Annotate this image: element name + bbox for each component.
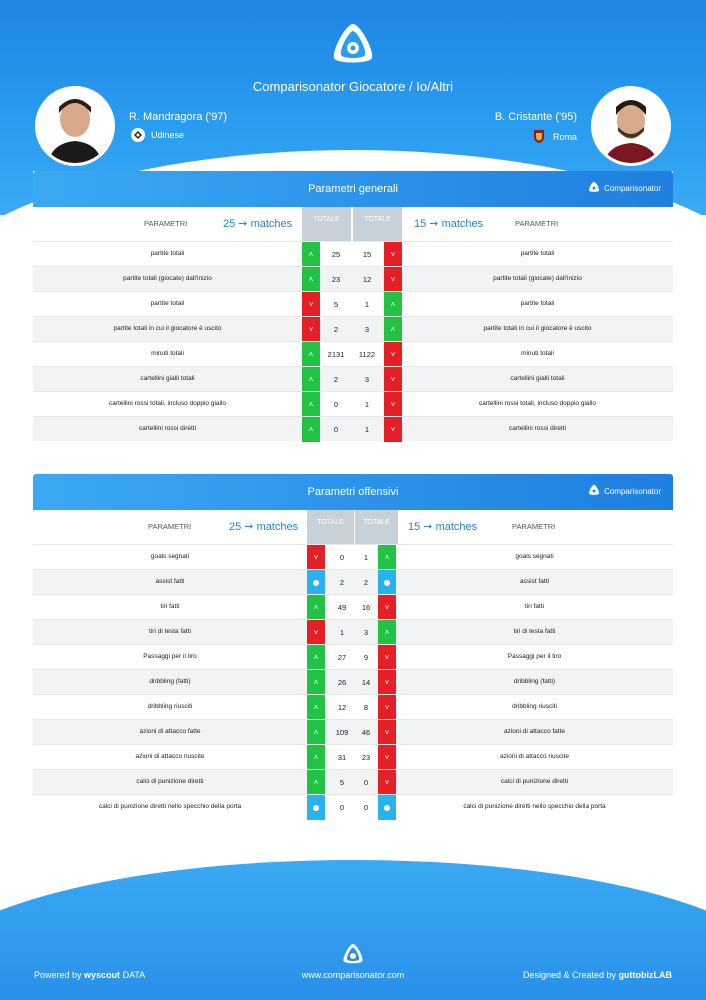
row-label-right: partite totali <box>520 250 555 257</box>
table-row <box>33 316 673 341</box>
chevron-up-icon: ˄ <box>313 703 319 712</box>
player-right-team <box>531 128 577 146</box>
row-label-right: Passaggi per il tiro <box>507 653 562 660</box>
row-label-left: calci di punizione diretti <box>136 778 204 785</box>
login-arrow-icon: ➙ <box>426 218 442 230</box>
chevron-down-icon: ˅ <box>390 350 396 359</box>
left-matches-count <box>223 217 292 230</box>
chevron-down-icon: ˅ <box>384 778 390 787</box>
comparisonator-mini-icon <box>588 181 600 195</box>
section-parametri-generali <box>33 171 673 441</box>
player-right-avatar <box>591 86 671 166</box>
left-value: 49 <box>337 603 347 612</box>
row-label-left: dribbling (fatti) <box>149 678 191 685</box>
chevron-down-icon: ˅ <box>384 678 390 687</box>
designed-prefix: Designed & Created by <box>522 970 616 980</box>
table-row <box>33 291 673 316</box>
left-indicator <box>302 267 320 292</box>
table-row <box>33 769 673 794</box>
row-label-left: goals segnati <box>150 553 190 560</box>
chevron-down-icon: ˅ <box>384 603 390 612</box>
right-value: 46 <box>361 728 371 737</box>
right-indicator <box>378 595 396 620</box>
table-row <box>33 669 673 694</box>
chevron-up-icon: ˄ <box>384 628 390 637</box>
row-label-right: calci di punizione diretti nello specchio della porta <box>463 803 606 810</box>
left-value: 1 <box>339 628 345 637</box>
row-label-right: partite totali (giocate) dall'inizio <box>493 275 582 282</box>
left-indicator <box>307 620 325 645</box>
table-row <box>33 719 673 744</box>
table-row <box>33 569 673 594</box>
row-label-right: tiri fatti <box>524 603 545 610</box>
table-row <box>33 594 673 619</box>
column-header-row <box>33 207 673 241</box>
right-value: 23 <box>361 753 371 762</box>
table-row <box>33 744 673 769</box>
row-label-left: calci di punizione diretti nello specchio della porta <box>98 803 242 810</box>
row-label-right: cartellini gialli totali <box>510 375 565 382</box>
left-value: 25 <box>331 250 341 259</box>
right-value: 2 <box>363 578 369 587</box>
equal-icon <box>313 805 319 811</box>
chevron-down-icon: ˅ <box>384 653 390 662</box>
chevron-up-icon: ˄ <box>308 350 314 359</box>
row-label-right: cartellini rossi diretti <box>508 425 567 432</box>
left-indicator <box>307 695 325 720</box>
chevron-up-icon: ˄ <box>384 553 390 562</box>
row-label-right: tiri di testa fatti <box>513 628 556 635</box>
right-indicator <box>378 695 396 720</box>
chevron-up-icon: ˄ <box>313 603 319 612</box>
chevron-up-icon: ˄ <box>308 250 314 259</box>
right-value: 1 <box>363 553 369 562</box>
left-indicator <box>307 720 325 745</box>
section-title: Parametri offensivi <box>307 486 399 498</box>
right-indicator <box>378 770 396 795</box>
right-indicator <box>378 645 396 670</box>
chevron-down-icon: ˅ <box>390 425 396 434</box>
right-value: 1 <box>364 425 370 434</box>
right-value: 0 <box>363 778 369 787</box>
footer-designed-by <box>523 970 672 980</box>
row-label-left: azioni di attacco riuscite <box>135 753 205 760</box>
left-value: 2 <box>333 375 339 384</box>
left-indicator <box>307 645 325 670</box>
chevron-up-icon: ˄ <box>390 325 396 334</box>
row-label-left: tiri fatti <box>160 603 180 610</box>
right-indicator <box>384 392 402 417</box>
left-indicator <box>307 795 325 820</box>
wyscout-logo: wyscout <box>84 970 121 980</box>
totale-header-left <box>307 510 354 544</box>
totale-label: TOTALE <box>363 519 390 526</box>
totale-header-right <box>353 207 402 241</box>
left-indicator <box>302 317 320 342</box>
row-label-right: partite totali <box>520 300 555 307</box>
column-label-parametri-right: PARAMETRI <box>512 522 556 531</box>
left-value: 0 <box>339 803 345 812</box>
column-label-parametri-right: PARAMETRI <box>515 219 559 228</box>
row-label-right: azioni di attacco fatte <box>503 728 566 735</box>
chevron-down-icon: ˅ <box>313 628 319 637</box>
chevron-up-icon: ˄ <box>308 400 314 409</box>
right-indicator <box>378 545 396 570</box>
left-value: 5 <box>339 778 345 787</box>
chevron-down-icon: ˅ <box>384 728 390 737</box>
table-row <box>33 391 673 416</box>
right-indicator <box>378 720 396 745</box>
row-label-left: dribbling riusciti <box>147 703 193 710</box>
right-value: 3 <box>364 375 370 384</box>
right-indicator <box>378 745 396 770</box>
row-label-left: Passaggi per il tiro <box>143 653 197 660</box>
right-value: 9 <box>363 653 369 662</box>
comparisonator-mini-icon <box>588 484 600 498</box>
table-row <box>33 794 673 819</box>
totale-label: TOTALE <box>317 519 344 526</box>
table-row <box>33 644 673 669</box>
chevron-down-icon: ˅ <box>390 400 396 409</box>
right-indicator <box>384 342 402 367</box>
comparisonator-footer-logo <box>341 943 365 965</box>
right-matches-word: matches <box>441 218 484 230</box>
row-label-right: minuti totali <box>521 350 554 357</box>
right-value: 16 <box>361 603 371 612</box>
left-indicator <box>307 595 325 620</box>
right-indicator <box>378 620 396 645</box>
right-indicator <box>384 367 402 392</box>
right-matches-count <box>408 520 477 533</box>
left-indicator <box>307 570 325 595</box>
powered-suffix: DATA <box>122 970 146 980</box>
row-label-left: minuti totali <box>151 350 184 357</box>
comparisonator-logo <box>330 22 376 66</box>
chevron-down-icon: ˅ <box>390 375 396 384</box>
section-brand-label: Comparisonator <box>604 183 661 193</box>
player-left-avatar <box>35 86 115 166</box>
left-value: 2 <box>333 325 339 334</box>
chevron-down-icon: ˅ <box>384 753 390 762</box>
right-value: 14 <box>361 678 371 687</box>
row-label-left: tiri di testa fatti <box>149 628 191 635</box>
row-label-left: partite totali in cui il giocatore è uscito <box>113 325 222 332</box>
row-label-left: assist fatti <box>155 578 185 585</box>
chevron-down-icon: ˅ <box>313 553 319 562</box>
table-row <box>33 694 673 719</box>
left-matches-number: 25 <box>223 218 236 230</box>
player-left-team-name: Udinese <box>151 130 185 140</box>
equal-icon <box>313 580 319 586</box>
left-value: 23 <box>331 275 341 284</box>
chevron-down-icon: ˅ <box>308 300 314 309</box>
roma-badge-icon <box>531 128 547 146</box>
left-matches-word: matches <box>250 218 293 230</box>
right-indicator <box>384 417 402 442</box>
totale-label: TOTALE <box>313 216 340 223</box>
totale-header-left <box>302 207 351 241</box>
right-indicator <box>378 570 396 595</box>
guttobizlab-logo: guttobizLAB <box>618 970 672 980</box>
row-label-left: azioni di attacco fatte <box>139 728 201 735</box>
right-matches-count <box>414 217 483 230</box>
row-label-right: goals segnati <box>515 553 554 560</box>
player-right-team-name: Roma <box>552 132 577 142</box>
left-indicator <box>302 342 320 367</box>
chevron-up-icon: ˄ <box>308 425 314 434</box>
table-row <box>33 266 673 291</box>
left-value: 2131 <box>327 350 345 359</box>
right-value: 0 <box>363 803 369 812</box>
chevron-up-icon: ˄ <box>308 375 314 384</box>
chevron-up-icon: ˄ <box>313 778 319 787</box>
page-title: Comparisonator Giocatore / Io/Altri <box>252 79 454 94</box>
section-title: Parametri generali <box>308 183 398 195</box>
left-indicator <box>307 670 325 695</box>
left-matches-number: 25 <box>229 521 242 533</box>
right-indicator <box>378 795 396 820</box>
table-row <box>33 366 673 391</box>
left-matches-count <box>229 520 298 533</box>
table-row <box>33 241 673 266</box>
right-value: 1122 <box>358 350 376 359</box>
left-value: 27 <box>337 653 347 662</box>
right-value: 1 <box>364 300 370 309</box>
login-arrow-icon: ➙ <box>241 521 257 533</box>
row-label-left: cartellini rossi totali, incluso doppio giallo <box>108 400 227 407</box>
row-label-right: partite totali in cui il giocatore è uscito <box>483 325 592 332</box>
totale-header-right <box>355 510 398 544</box>
left-value: 0 <box>339 553 345 562</box>
section-header <box>33 474 673 510</box>
row-label-right: calci di punizione diretti <box>500 778 569 785</box>
left-indicator <box>302 242 320 267</box>
chevron-up-icon: ˄ <box>390 300 396 309</box>
right-matches-number: 15 <box>414 218 427 230</box>
right-indicator <box>378 670 396 695</box>
chevron-up-icon: ˄ <box>308 275 314 284</box>
equal-icon <box>384 805 390 811</box>
login-arrow-icon: ➙ <box>235 218 251 230</box>
equal-icon <box>384 580 390 586</box>
section-brand-label: Comparisonator <box>604 486 661 496</box>
chevron-up-icon: ˄ <box>313 678 319 687</box>
udinese-badge-icon <box>131 128 145 142</box>
section-brand <box>588 181 661 195</box>
row-label-right: cartellini rossi totali, incluso doppio giallo <box>478 400 597 407</box>
chevron-down-icon: ˅ <box>308 325 314 334</box>
left-indicator <box>307 770 325 795</box>
left-value: 2 <box>339 578 345 587</box>
row-label-left: partite totali (giocate) dall'inizio <box>123 275 212 282</box>
left-value: 0 <box>333 425 339 434</box>
left-indicator <box>302 392 320 417</box>
left-indicator <box>302 292 320 317</box>
chevron-down-icon: ˅ <box>390 250 396 259</box>
player-left-name: R. Mandragora ('97) <box>129 111 228 123</box>
row-label-right: dribbling riusciti <box>512 703 557 710</box>
right-value: 15 <box>362 250 372 259</box>
left-indicator <box>307 745 325 770</box>
right-value: 12 <box>362 275 372 284</box>
left-value: 12 <box>337 703 347 712</box>
left-indicator <box>307 545 325 570</box>
right-indicator <box>384 242 402 267</box>
left-value: 0 <box>333 400 339 409</box>
left-value: 26 <box>337 678 347 687</box>
right-matches-word: matches <box>435 521 478 533</box>
left-value: 109 <box>335 728 349 737</box>
row-label-left: cartellini rossi diretti <box>138 425 197 432</box>
left-matches-word: matches <box>256 521 299 533</box>
left-indicator <box>302 417 320 442</box>
right-value: 3 <box>363 628 369 637</box>
right-indicator <box>384 292 402 317</box>
table-row <box>33 341 673 366</box>
row-label-left: cartellini gialli totali <box>140 375 195 382</box>
row-label-right: dribbling (fatti) <box>513 678 556 685</box>
player-right-name: B. Cristante ('95) <box>494 111 577 123</box>
section-parametri-offensivi <box>33 474 673 819</box>
chevron-down-icon: ˅ <box>384 703 390 712</box>
player-left-team <box>131 128 184 142</box>
powered-prefix: Powered by <box>34 970 82 980</box>
footer-url-link[interactable]: www.comparisonator.com <box>301 970 405 980</box>
section-brand <box>588 484 661 498</box>
row-label-left: partite totali <box>150 250 185 257</box>
row-label-left: partite totali <box>150 300 185 307</box>
chevron-down-icon: ˅ <box>390 275 396 284</box>
column-label-parametri-left: PARAMETRI <box>148 522 192 531</box>
left-value: 5 <box>333 300 339 309</box>
totale-label: TOTALE <box>364 216 391 223</box>
row-label-right: azioni di attacco riuscite <box>499 753 569 760</box>
right-indicator <box>384 317 402 342</box>
column-header-row <box>33 510 673 544</box>
left-value: 31 <box>337 753 347 762</box>
table-row <box>33 416 673 441</box>
right-value: 3 <box>364 325 370 334</box>
row-label-right: assist fatti <box>520 578 549 585</box>
table-row <box>33 544 673 569</box>
section-header <box>33 171 673 207</box>
right-value: 8 <box>363 703 369 712</box>
left-indicator <box>302 367 320 392</box>
right-matches-number: 15 <box>408 521 421 533</box>
right-value: 1 <box>364 400 370 409</box>
column-label-parametri-left: PARAMETRI <box>144 219 188 228</box>
table-row <box>33 619 673 644</box>
chevron-up-icon: ˄ <box>313 728 319 737</box>
right-indicator <box>384 267 402 292</box>
chevron-up-icon: ˄ <box>313 653 319 662</box>
chevron-up-icon: ˄ <box>313 753 319 762</box>
login-arrow-icon: ➙ <box>420 521 436 533</box>
